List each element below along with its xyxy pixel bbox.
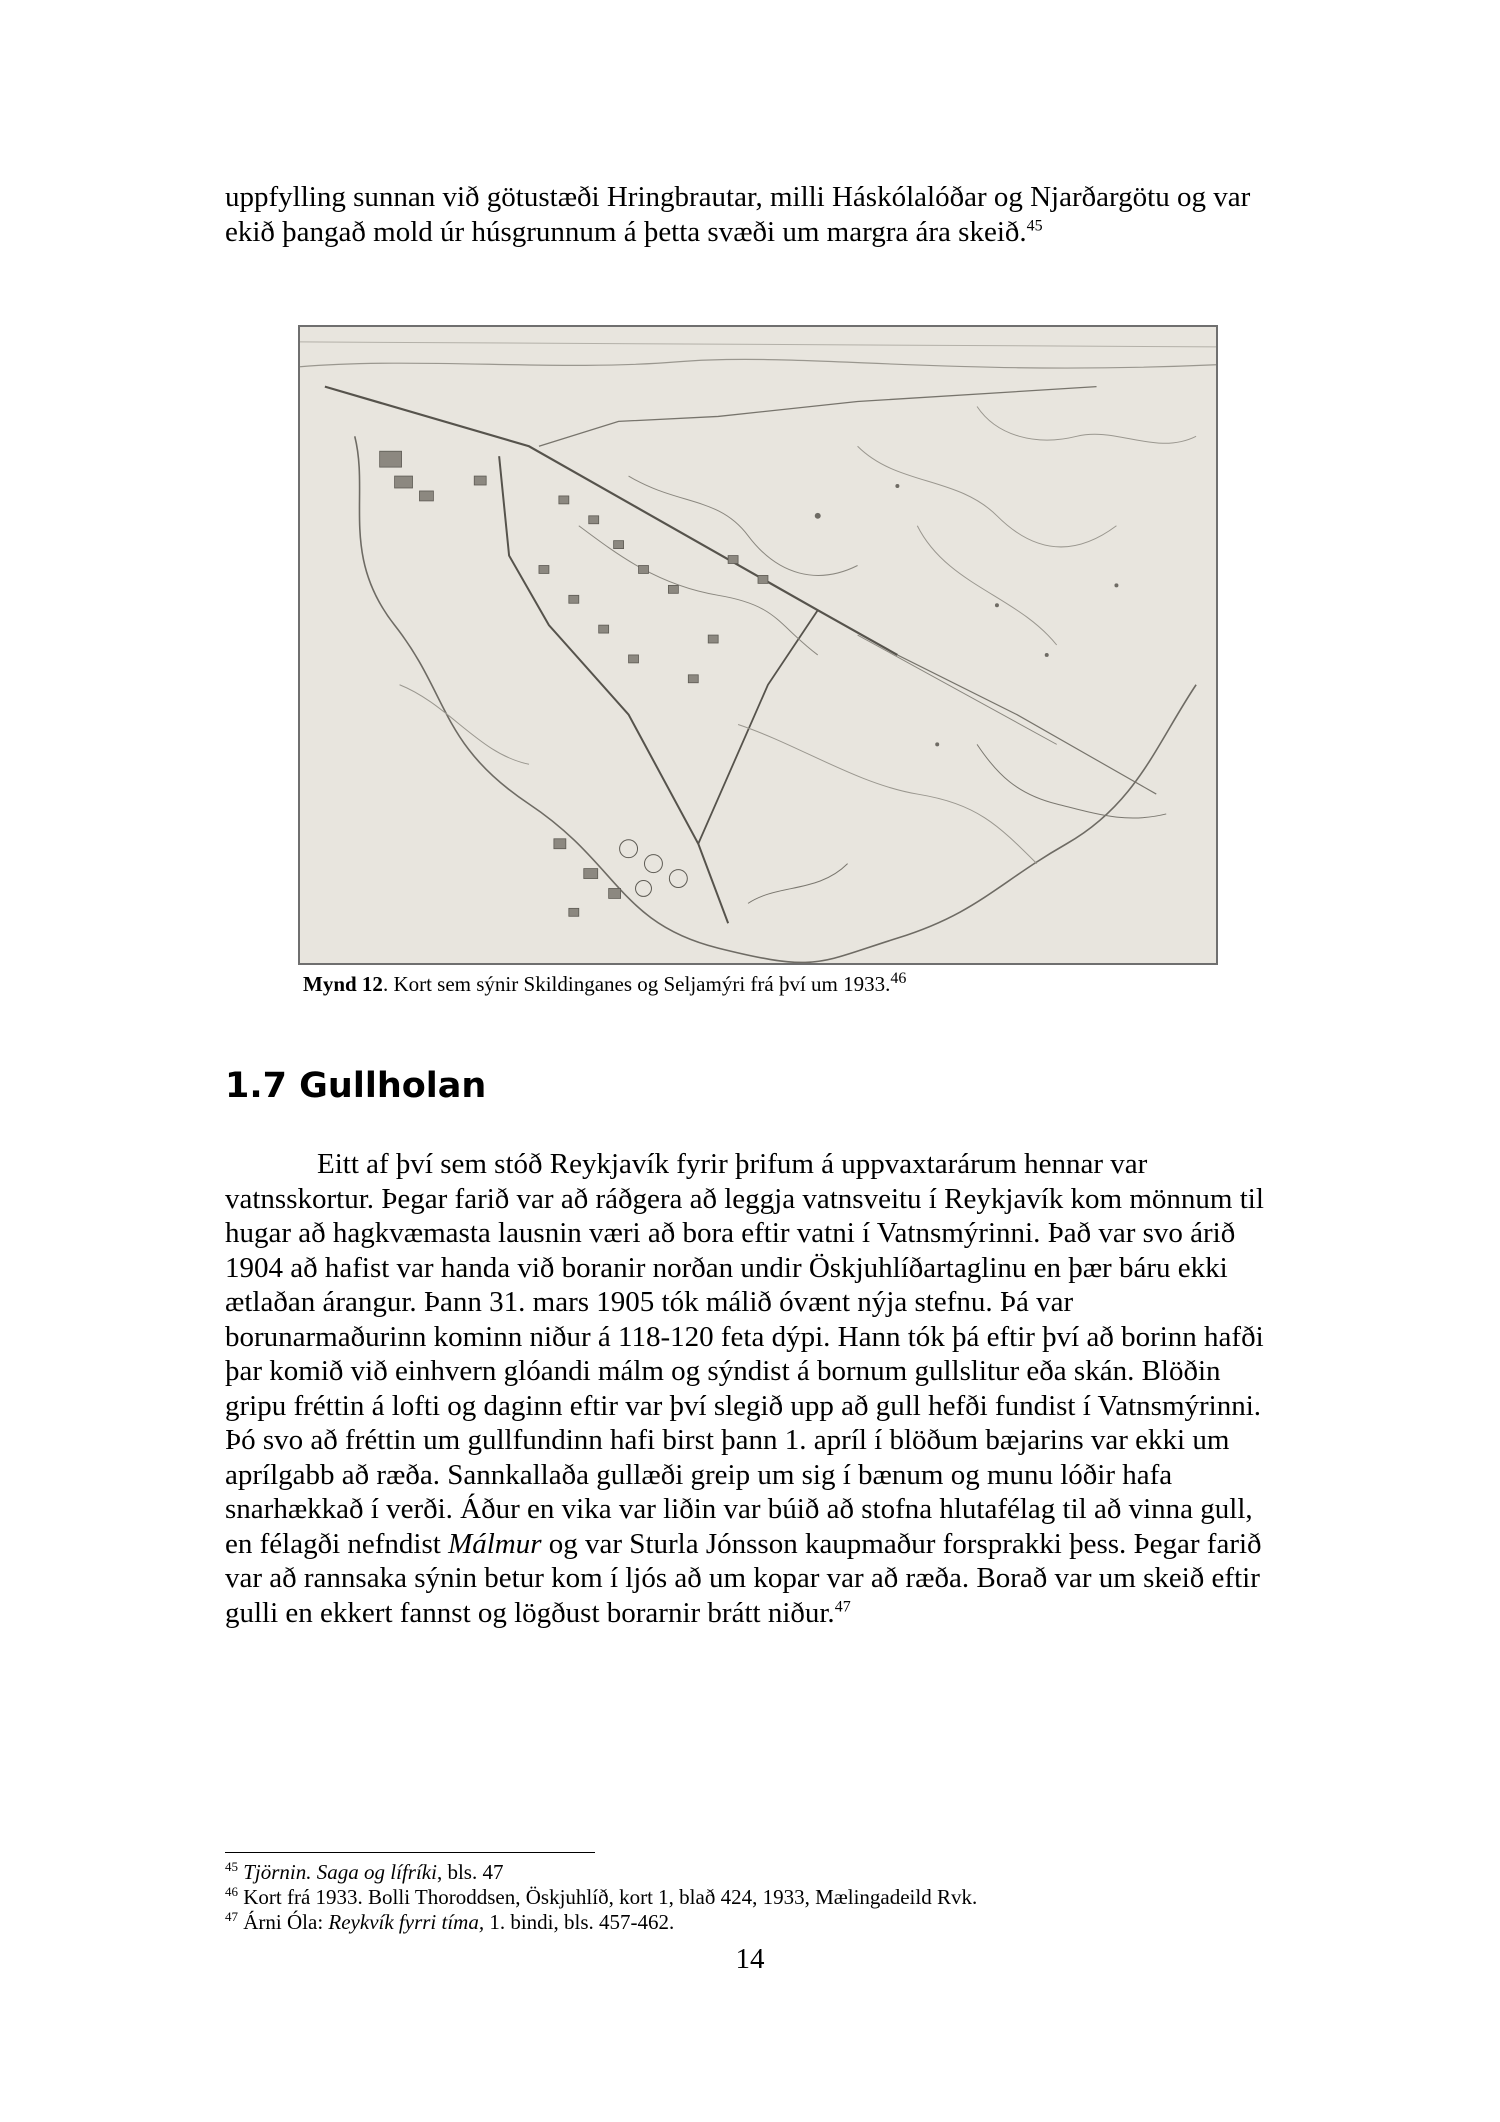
- map-drawing: [300, 327, 1216, 963]
- footnote-46: $^{46}$ Kort frá 1933. Bolli Thoroddsen, Öskjuhlíð, kort 1, blað 424, 1933, Mælingadeild Rvk.: [225, 1884, 978, 1909]
- intro-paragraph: [225, 180, 1275, 249]
- footnote-ref-46[interactable]: 46: [890, 970, 907, 987]
- historical-map-image: [298, 325, 1218, 965]
- intro-text: uppfylling sunnan við götustæði Hringbrautar, milli Háskólalóðar og Njarðargötu og var ekið þangað mold úr húsgrunnum á þetta svæði um margra ára skeið.: [225, 181, 1251, 248]
- body-paragraph: [225, 1147, 1275, 1630]
- footnotes: [225, 1860, 1275, 1935]
- footnote-ref-45[interactable]: 45: [1026, 216, 1043, 234]
- caption-text: . Kort sem sýnir Skildinganes og Seljamýri frá því um 1933.: [382, 972, 891, 996]
- footnote-45: $^{45}$ Tjörnin. Saga og lífríki, bls. 47: [225, 1859, 504, 1884]
- footnote-ref-47[interactable]: 47: [834, 1597, 851, 1615]
- body-text-part-2: og var Sturla Jónsson kaupmaður forsprakki þess. Þegar farið var að rannsaka sýnin betur kom í ljós að um kopar var að ræða. Borað var um skeið eftir gulli en ekkert fannst og lögðust borarnir brátt niður.: [225, 1527, 1262, 1629]
- page-number: 14: [735, 1943, 765, 1975]
- company-name: Málmur: [448, 1527, 542, 1560]
- footnote-separator: [225, 1852, 595, 1853]
- body-text-part-1: Eitt af því sem stóð Reykjavík fyrir þrifum á uppvaxtarárum hennar var vatnsskortur. Þegar farið var að ráðgera að leggja vatnsveitu í Reykjavík kom mönnum til hugar að hagkvæmasta lausnin væri að bora eftir vatni í Vatnsmýrinni. Það var svo árið 1904 að hafist var handa við boranir norðan undir Öskjuhlíðartaglinu en þær báru ekki ætlaðan árangur. Þann 31. mars 1905 tók málið óvænt nýja stefnu. Þá var borunarmaðurinn kominn niður á 118-120 feta dýpi. Hann tók þá eftir því að borinn hafði þar komið við einhvern glóandi málm og sýndist á bornum gullslitur eða skán. Blöðin gripu fréttin á lofti og daginn eftir var því slegið upp að gull hefði fundist í Vatnsmýrinni. Þó svo að fréttin um gullfundinn hafi birst þann 1. apríl í blöðum bæjarins var ekki um aprílgabb að ræða. Sannkallaða gullæði greip um sig í bænum og munu lóðir hafa snarhækkað í verði. Áður en vika var liðin var búið að stofna hlutafélag til að vinna gull, en félagði nefndist: [225, 1148, 1264, 1560]
- section-heading: 1.7 Gullholan: [225, 1066, 487, 1106]
- figure-caption: [303, 971, 906, 997]
- caption-label: Mynd 12: [303, 972, 383, 996]
- footnote-47: $^{47}$ Árni Óla: Reykvík fyrri tíma, 1. bindi, bls. 457-462.: [225, 1909, 675, 1934]
